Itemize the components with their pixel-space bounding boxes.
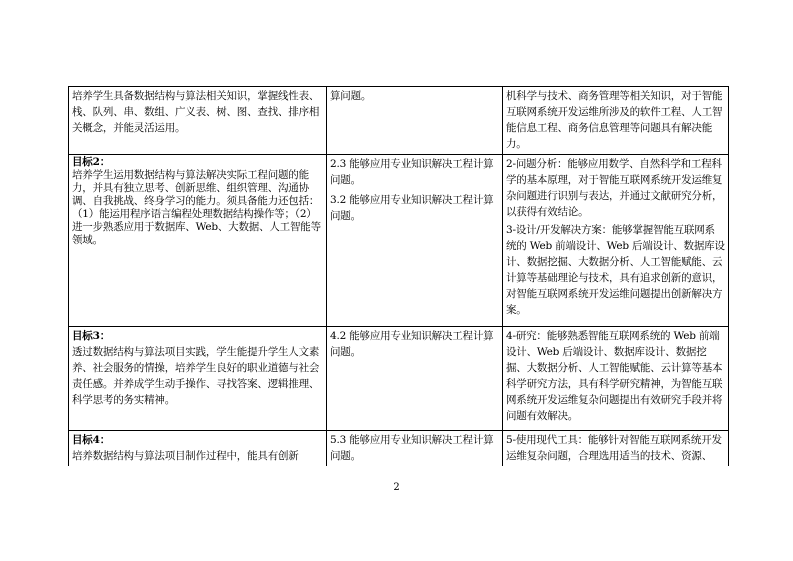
requirement-text: 3-设计/开发解决方案：能够掌握智能互联网系统的 Web 前端设计、Web 后端设计、数据库设计、数据挖掘、大数据分析、人工智能赋能、云计算等基础理论与技术，具有追求创新的意识，对智能互联网系统开发运维问题提出创新解决方案。 [506, 224, 725, 316]
goal-text: 透过数据结构与算法项目实践，学生能提升学生人文素养、社会服务的情操，培养学生良好的职业道德与社会责任感。并养成学生动手操作、寻找答案、逻辑推理、科学思考的务实精神。 [72, 346, 320, 406]
indicator-cell [327, 431, 503, 467]
course-goals-table [68, 86, 729, 466]
requirement-cell [503, 431, 729, 467]
indicator-cell [327, 87, 503, 155]
indicator-text: 3.2 能够应用专业知识解决工程计算问题。 [330, 194, 494, 222]
goal-text: 培养学生运用数据结构与算法解决实际工程问题的能力，并具有独立思考、创新思维、组织管理、沟通协调、自我挑战、终身学习的能力。须具备能力还包括：（1）能运用程序语言编程处理数据结构操作等；（2）进一步熟悉应用于数据库、Web、大数据、人工智能等领域。 [72, 169, 321, 246]
indicator-cell [327, 327, 503, 431]
goal-cell [69, 87, 327, 155]
indicator-text: 4.2 能够应用专业知识解决工程计算问题。 [330, 330, 494, 358]
goal-cell [69, 431, 327, 467]
requirement-text: 4-研究：能够熟悉智能互联网系统的 Web 前端设计、Web 后端设计、数据库设计、数据挖掘、大数据分析、人工智能赋能、云计算等基本科学研究方法，具有科学研究精神，为智能互联网系统开发运维复杂问题提出有效研究手段并将问题有效解决。 [506, 330, 723, 422]
indicator-text: 算问题。 [330, 90, 372, 102]
goal-text: 培养学生具备数据结构与算法相关知识，掌握线性表、栈、队列、串、数组、广义表、树、图、查找、排序相关概念，并能灵活运用。 [72, 90, 320, 134]
goal-title: 目标4： [72, 434, 111, 446]
requirement-text: 5-使用现代工具：能够针对智能互联网系统开发运维复杂问题，合理选用适当的技术、资源、 [506, 434, 722, 462]
goal-text: 培养数据结构与算法项目制作过程中，能具有创新 [72, 450, 299, 462]
requirement-cell [503, 155, 729, 327]
requirement-text: 机科学与技术、商务管理等相关知识，对于智能互联网系统开发运维所涉及的软件工程、人工智能信息工程、商务信息管理等问题具有解决能力。 [506, 90, 723, 150]
requirement-cell [503, 327, 729, 431]
table-row [69, 327, 729, 431]
table-row [69, 87, 729, 155]
requirement-cell [503, 87, 729, 155]
indicator-text: 2.3 能够应用专业知识解决工程计算问题。 [330, 158, 494, 186]
goal-cell [69, 155, 327, 327]
indicator-cell [327, 155, 503, 327]
table-row [69, 155, 729, 327]
indicator-text: 5.3 能够应用专业知识解决工程计算问题。 [330, 434, 494, 462]
goal-title: 目标3： [72, 330, 111, 342]
goal-title: 目标2： [72, 156, 111, 168]
requirement-text: 2-问题分析：能够应用数学、自然科学和工程科学的基本原理，对于智能互联网系统开发运维复杂问题进行识别与表达，并通过文献研究分析，以获得有效结论。 [506, 158, 723, 218]
goal-cell [69, 327, 327, 431]
page-number: 2 [393, 482, 400, 493]
table-row [69, 431, 729, 467]
